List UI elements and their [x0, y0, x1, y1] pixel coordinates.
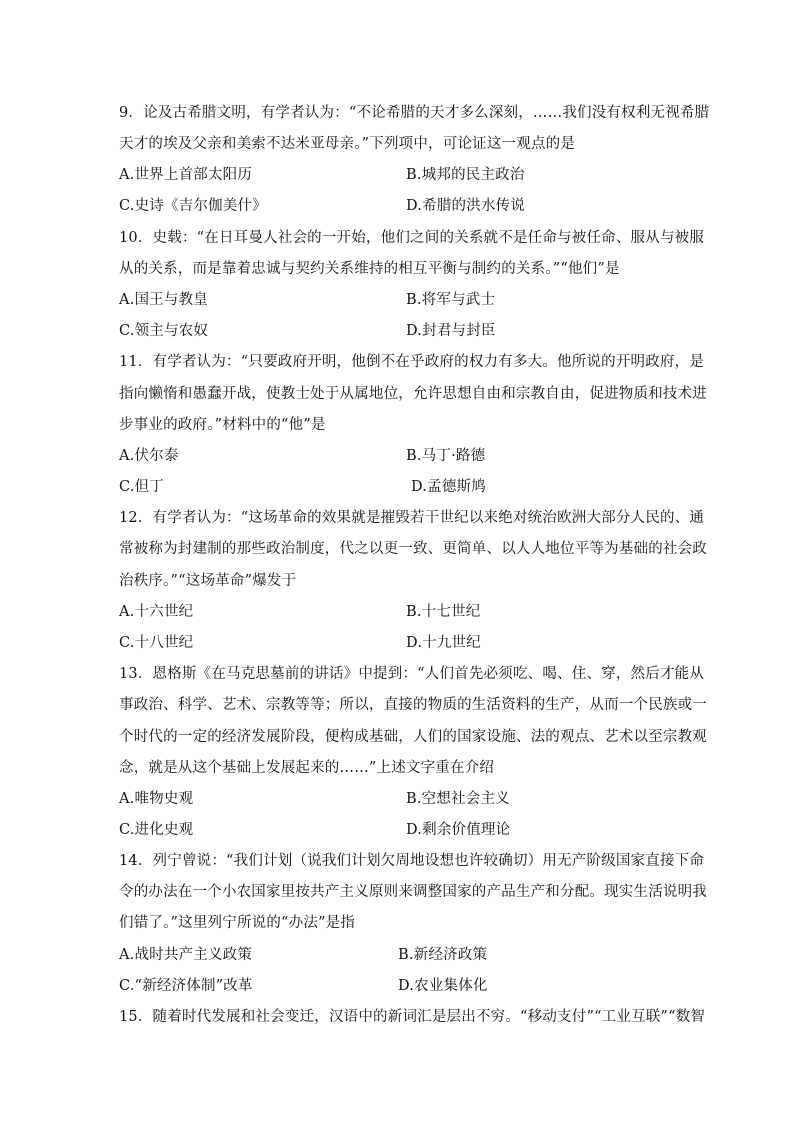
question-12-line-3: 治秩序。”“这场革命”爆发于 — [119, 573, 297, 589]
question-11-line-2: 指向懒惰和愚蠢开战，使教士处于从属地位，允许思想自由和宗教自由，促进物质和技术进 — [119, 386, 707, 402]
question-10-option-a: A.国王与教皇 — [119, 292, 208, 308]
question-9-option-c: C.史诗《吉尔伽美什》 — [119, 198, 267, 214]
question-13-line-1: 13．恩格斯《在马克思墓前的讲话》中提到：“人们首先必须吃、喝、住、穿，然后才能从 — [119, 666, 705, 682]
question-13-option-c: C.进化史观 — [119, 822, 194, 838]
question-15-line-1: 15．随着时代发展和社会变迁，汉语中的新词汇是层出不穷。“移动支付”“工业互联”“数智 — [119, 1009, 706, 1025]
question-9-option-d: D.希腊的洪水传说 — [406, 198, 526, 214]
question-12-option-d: D.十九世纪 — [406, 635, 481, 651]
question-11-line-3: 步事业的政府。”材料中的“他”是 — [119, 417, 326, 433]
question-14-option-d: D.农业集体化 — [398, 978, 488, 994]
question-11-option-d: D.孟德斯鸠 — [411, 479, 486, 495]
question-13-line-4: 念，就是从这个基础上发展起来的……”上述文字重在介绍 — [119, 760, 495, 776]
question-11-option-c: C.但丁 — [119, 479, 164, 495]
question-12-line-2: 常被称为封建制的那些政治制度，代之以更一致、更简单、以人人地位平等为基础的社会政 — [119, 541, 707, 557]
question-11-option-a: A.伏尔泰 — [119, 448, 179, 464]
question-14-option-b: B.新经济政策 — [398, 947, 488, 963]
question-12-option-a: A.十六世纪 — [119, 604, 194, 620]
question-12-option-b: B.十七世纪 — [406, 604, 481, 620]
question-9-option-b: B.城邦的民主政治 — [406, 167, 525, 183]
question-9-line-2: 天才的埃及父亲和美索不达米亚母亲。”下列项中，可论证这一观点的是 — [119, 136, 576, 152]
question-10-option-d: D.封君与封臣 — [406, 323, 496, 339]
question-14-line-2: 令的办法在一个小农国家里按共产主义原则来调整国家的产品生产和分配。现实生活说明我 — [119, 884, 707, 900]
question-10-line-2: 从的关系，而是靠着忠诚与契约关系维持的相互平衡与制约的关系。”“他们”是 — [119, 261, 620, 277]
question-13-line-3: 个时代的一定的经济发展阶段，便构成基础，人们的国家设施、法的观点、艺术以至宗教观 — [119, 729, 707, 745]
question-12-line-1: 12．有学者认为：“这场革命的效果就是摧毁若干世纪以来绝对统治欧洲大部分人民的、通 — [119, 510, 705, 526]
question-14-line-3: 们错了。”这里列宁所说的“办法”是指 — [119, 915, 356, 931]
question-9-option-a: A.世界上首部太阳历 — [119, 167, 253, 183]
question-13-option-a: A.唯物史观 — [119, 791, 194, 807]
question-10-option-c: C.领主与农奴 — [119, 323, 209, 339]
question-9-line-1: 9．论及古希腊文明，有学者认为：“不论希腊的天才多么深刻，……我们没有权利无视希腊 — [119, 105, 710, 121]
question-14-option-c: C.“新经济体制”改革 — [119, 978, 253, 994]
question-10-line-1: 10．史载：“在日耳曼人社会的一开始，他们之间的关系就不是任命与被任命、服从与被服 — [119, 230, 705, 246]
question-13-option-b: B.空想社会主义 — [406, 791, 510, 807]
question-12-option-c: C.十八世纪 — [119, 635, 194, 651]
question-11-option-b: B.马丁·路德 — [406, 448, 486, 464]
question-14-option-a: A.战时共产主义政策 — [119, 947, 253, 963]
question-11-line-1: 11．有学者认为：“只要政府开明，他倒不在乎政府的权力有多大。他所说的开明政府，是 — [119, 354, 705, 370]
question-14-line-1: 14．列宁曾说：“我们计划（说我们计划欠周地设想也许较确切）用无产阶级国家直接下命 — [119, 853, 705, 869]
question-13-line-2: 事政治、科学、艺术、宗教等等；所以，直接的物质的生活资料的生产，从而一个民族或一 — [119, 697, 707, 713]
question-10-option-b: B.将军与武士 — [406, 292, 496, 308]
question-13-option-d: D.剩余价值理论 — [406, 822, 511, 838]
